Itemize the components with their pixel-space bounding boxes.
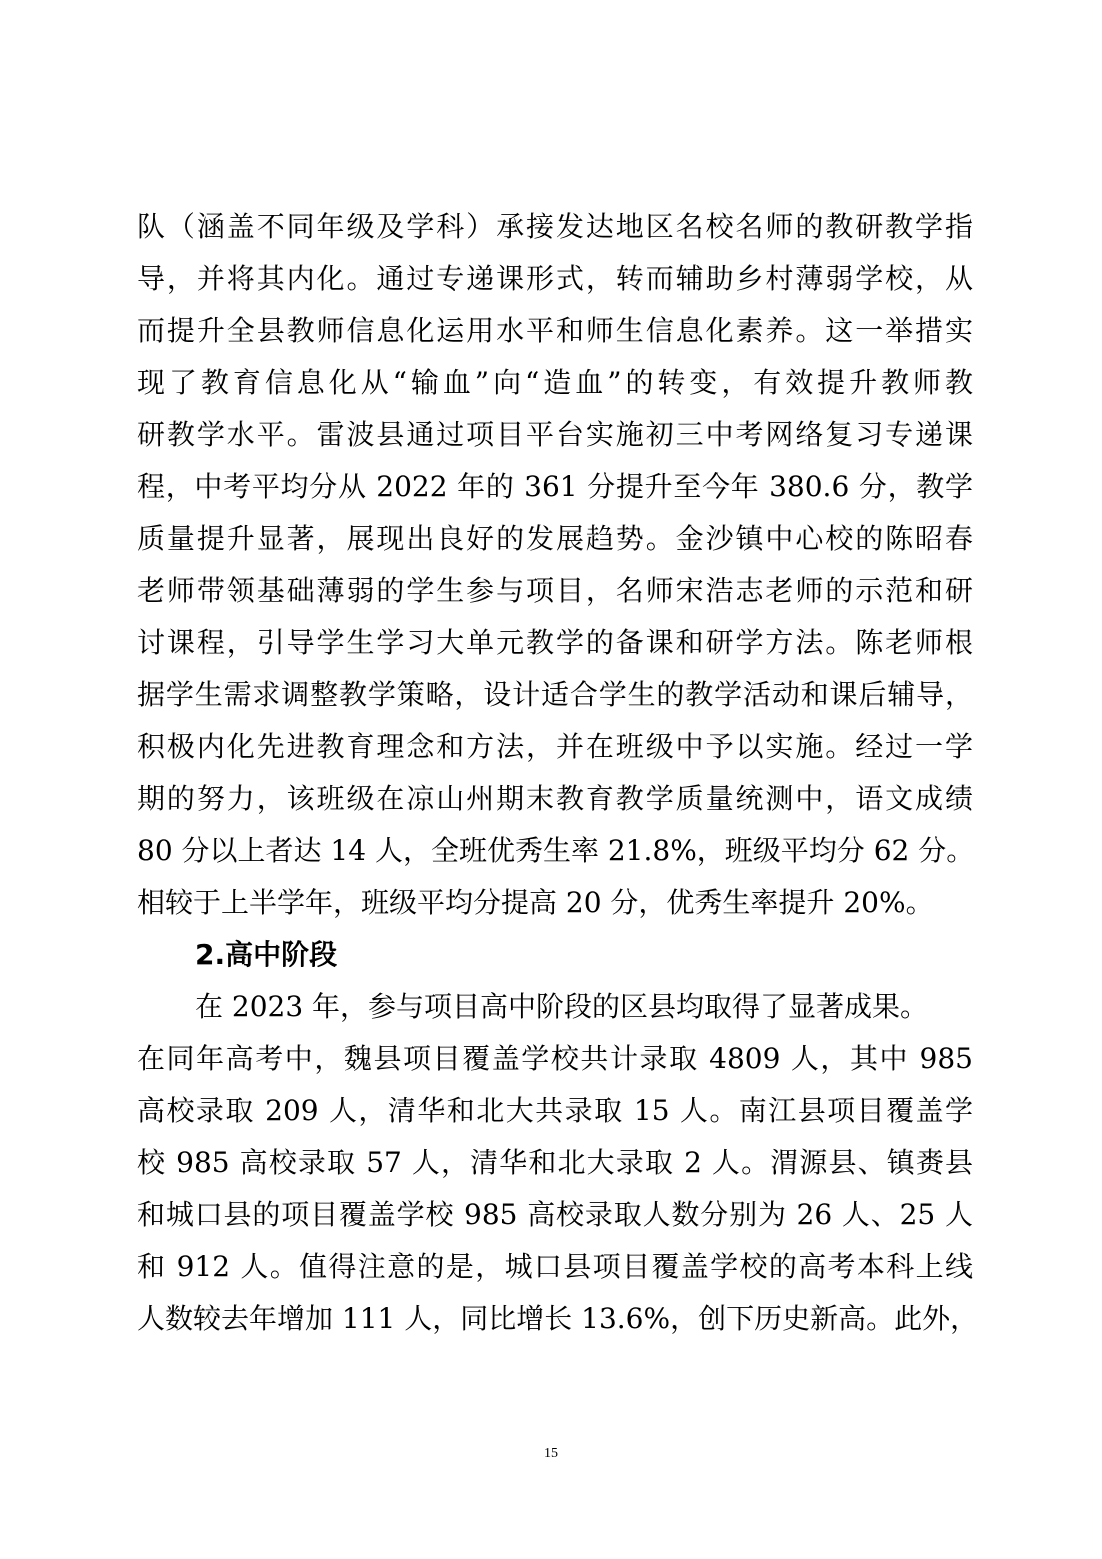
text-line: 相较于上半学年，班级平均分提高 20 分，优秀生率提升 20%。 <box>137 886 934 919</box>
text-line: 期的努力，该班级在凉山州期末教育教学质量统测中，语文成绩 <box>137 782 973 815</box>
paragraph-1 <box>137 201 973 929</box>
text-line: 积极内化先进教育理念和方法，并在班级中予以实施。经过一学 <box>137 730 973 763</box>
text-line: 和 912 人。值得注意的是，城口县项目覆盖学校的高考本科上线 <box>137 1250 973 1283</box>
page-number: 15 <box>544 1446 558 1461</box>
text-line: 队（涵盖不同年级及学科）承接发达地区名校名师的教研教学指 <box>137 210 973 243</box>
text-line: 80 分以上者达 14 人，全班优秀生率 21.8%，班级平均分 62 分。 <box>137 834 975 867</box>
text-line: 据学生需求调整教学策略，设计适合学生的教学活动和课后辅导， <box>137 678 973 711</box>
text-line: 和城口县的项目覆盖学校 985 高校录取人数分别为 26 人、25 人 <box>137 1198 973 1231</box>
section-heading: 2.高中阶段 <box>195 938 338 971</box>
text-line: 讨课程，引导学生学习大单元教学的备课和研学方法。陈老师根 <box>137 626 973 659</box>
text-line: 质量提升显著，展现出良好的发展趋势。金沙镇中心校的陈昭春 <box>137 522 973 555</box>
text-line: 校 985 高校录取 57 人，清华和北大录取 2 人。渭源县、镇赉县 <box>137 1146 973 1179</box>
text-line: 研教学水平。雷波县通过项目平台实施初三中考网络复习专递课 <box>137 418 973 451</box>
text-line: 而提升全县教师信息化运用水平和师生信息化素养。这一举措实 <box>137 314 973 347</box>
paragraph-2 <box>137 981 979 1345</box>
document-body <box>137 201 979 1345</box>
text-line: 导，并将其内化。通过专递课形式，转而辅助乡村薄弱学校，从 <box>137 262 973 295</box>
text-line: 在 2023 年，参与项目高中阶段的区县均取得了显著成果。 <box>195 990 929 1023</box>
text-line: 高校录取 209 人，清华和北大共录取 15 人。南江县项目覆盖学 <box>137 1094 973 1127</box>
text-line: 在同年高考中，魏县项目覆盖学校共计录取 4809 人，其中 985 <box>137 1042 973 1075</box>
text-line: 现了教育信息化从“输血”向“造血”的转变，有效提升教师教 <box>137 366 973 399</box>
text-line: 程，中考平均分从 2022 年的 361 分提升至今年 380.6 分，教学 <box>137 470 973 503</box>
text-line: 人数较去年增加 111 人，同比增长 13.6%，创下历史新高。此外， <box>137 1302 979 1335</box>
text-line: 老师带领基础薄弱的学生参与项目，名师宋浩志老师的示范和研 <box>137 574 973 607</box>
